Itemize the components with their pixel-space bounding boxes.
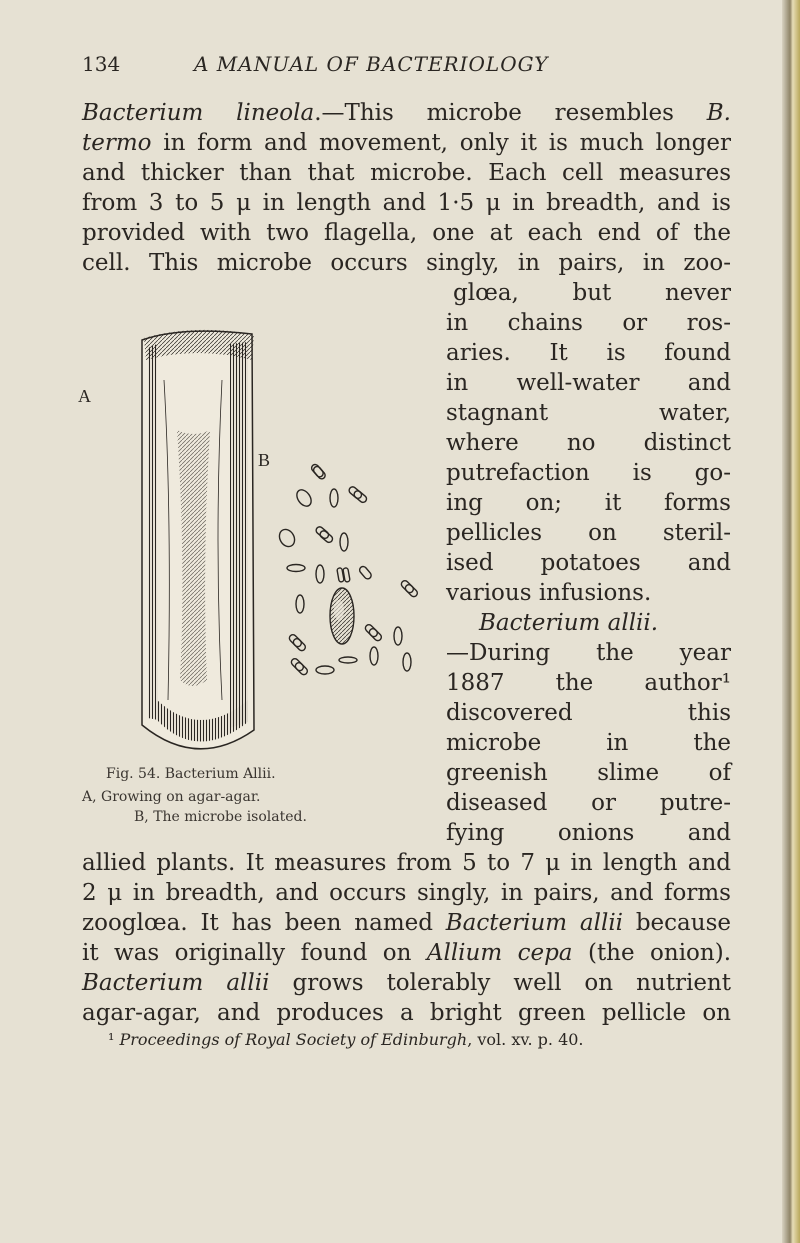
- text-line: where no distinct: [446, 430, 731, 456]
- text-line: and thicker than that microbe. Each cell measures: [82, 160, 731, 186]
- text-line: glœa, but never: [453, 280, 731, 306]
- test-tube-drawing: [142, 330, 254, 749]
- text-line: cell. This microbe occurs singly, in pairs, in zoo-: [82, 250, 731, 276]
- page-edge: [782, 0, 800, 1243]
- text-span: .—This microbe resembles: [314, 100, 707, 126]
- text-line: greenish slime of: [446, 760, 731, 786]
- text-line: [82, 128, 731, 158]
- figure-caption-title: Fig. 54. Bacterium Allii.: [106, 766, 276, 782]
- species-name: Bacterium lineola: [82, 100, 315, 126]
- text-line: diseased or putre-: [446, 790, 731, 816]
- text-line: provided with two flagella, one at each end of the: [82, 220, 731, 246]
- text-line: pellicles on steril-: [446, 520, 731, 546]
- species-name: Bacterium allii: [445, 910, 624, 936]
- text-line: 2 μ in breadth, and occurs singly, in pairs, and forms: [82, 880, 731, 906]
- text-line: discovered this: [446, 700, 731, 726]
- text-span: grows tolerably well on nutrient: [269, 970, 731, 996]
- figure-illustration: [78, 320, 440, 770]
- text-line: allied plants. It measures from 5 to 7 μ in length and: [82, 850, 731, 876]
- species-name: Bacterium allii: [82, 970, 270, 996]
- footnote-marker: ¹: [108, 1030, 115, 1049]
- text-line: —During the year: [446, 640, 731, 666]
- text-span: it was originally found on: [82, 940, 427, 966]
- text-span: because: [623, 910, 731, 936]
- text-line: microbe in the: [446, 730, 731, 756]
- text-line: fying onions and: [446, 820, 731, 846]
- text-line: various infusions.: [446, 580, 652, 606]
- microbe-cell-detail: [330, 588, 354, 644]
- text-line: ing on; it forms: [446, 490, 731, 516]
- footnote: [108, 1030, 584, 1049]
- label-a: A: [78, 386, 91, 406]
- text-span: (the onion).: [572, 940, 731, 966]
- label-b: B: [258, 450, 271, 470]
- text-line: 1887 the author¹: [446, 670, 731, 696]
- text-line: [82, 98, 731, 128]
- species-name: Bacterium allii.: [479, 610, 659, 636]
- figure-caption-b: B, The microbe isolated.: [134, 809, 307, 825]
- species-name: Allium cepa: [426, 940, 573, 966]
- species-name: termo: [82, 130, 152, 156]
- microbe-cluster: [276, 463, 418, 676]
- figure-54: [78, 320, 440, 825]
- text-line: putrefaction is go-: [446, 460, 731, 486]
- text-line: ised potatoes and: [446, 550, 731, 576]
- text-line: [82, 938, 731, 968]
- text-span: zooglœa. It has been named: [82, 910, 446, 936]
- running-title: A MANUAL OF BACTERIOLOGY: [194, 52, 549, 76]
- text-line: aries. It is found: [446, 340, 731, 366]
- page-number: 134: [82, 52, 121, 76]
- text-line: agar-agar, and produces a bright green pellicle on: [82, 1000, 731, 1026]
- text-line: stagnant water,: [446, 400, 731, 426]
- text-span: in form and movement, only it is much longer: [151, 130, 731, 156]
- section-heading: [479, 608, 658, 638]
- text-line: [82, 968, 731, 998]
- text-line: from 3 to 5 μ in length and 1·5 μ in breadth, and is: [82, 190, 731, 216]
- footnote-rest: , vol. xv. p. 40.: [467, 1030, 584, 1049]
- figure-caption-a: A, Growing on agar-agar.: [82, 789, 261, 805]
- text-line: [82, 908, 731, 938]
- text-line: in well-water and: [446, 370, 731, 396]
- species-abbrev: B.: [706, 100, 731, 126]
- text-line: in chains or ros-: [446, 310, 731, 336]
- footnote-source: Proceedings of Royal Society of Edinburgh: [119, 1030, 468, 1049]
